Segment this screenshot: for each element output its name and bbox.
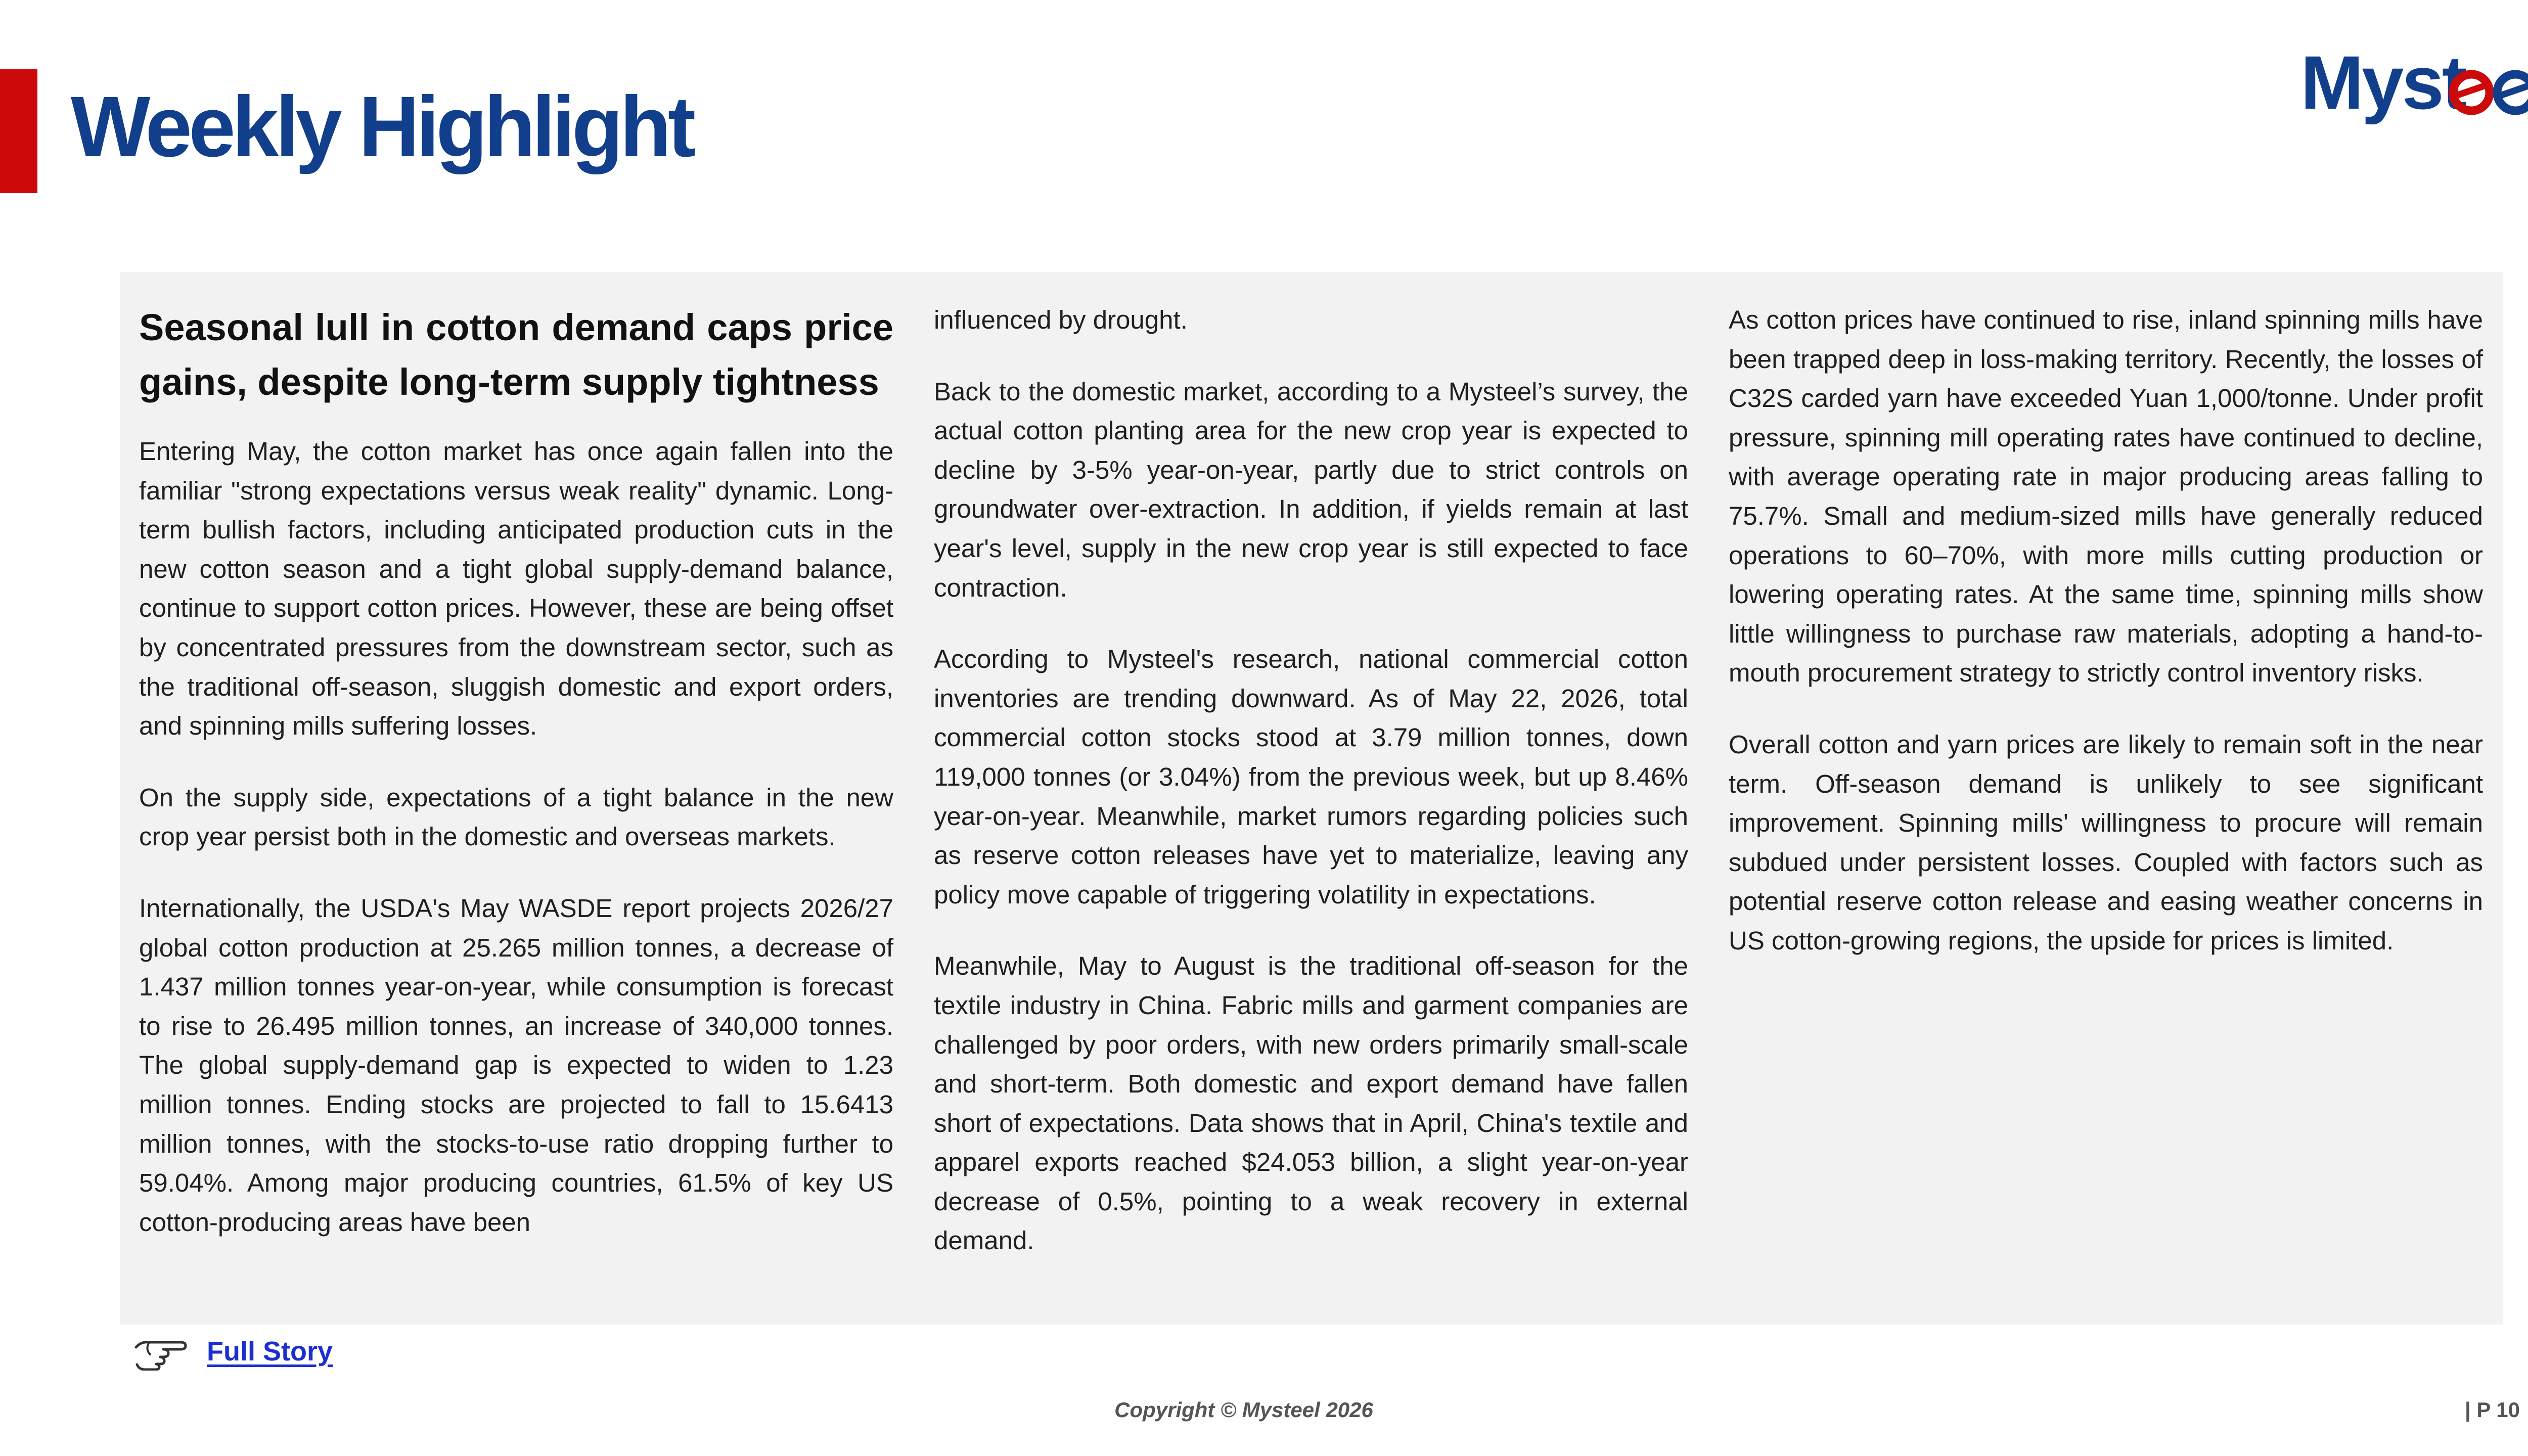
article-paragraph: influenced by drought. — [934, 305, 1188, 334]
full-story-link[interactable]: Full Story — [207, 1336, 333, 1367]
page-number: | P 10 — [2464, 1398, 2520, 1422]
article-paragraph: Entering May, the cotton market has once again fallen into the familiar "strong expectations versus weak reality" dynamic. Long-term bullish factors, including anticipated production cuts in the new cotton season and a tight global supply-demand balance, continue to support cotton prices. However, these are being offset by concentrated pressures from the downstream sector, such as the traditional off-season, sluggish domestic and export orders, and spinning mills suffering losses. — [139, 437, 893, 741]
article-column-2 — [934, 300, 1688, 1293]
article-paragraph: Internationally, the USDA's May WASDE report projects 2026/27 global cotton production at 25.265 million tonnes, a decrease of 1.437 million tonnes year-on-year, while consumption is forecast to rise to 26.495 million tonnes, an increase of 340,000 tonnes. The global supply-demand gap is expected to widen to 1.23 million tonnes. Ending stocks are projected to fall to 15.6413 million tonnes, with the stocks-to-use ratio dropping further to 59.04%. Among major producing countries, 61.5% of key US cotton-producing areas have been — [139, 893, 893, 1237]
article-paragraph: Overall cotton and yarn prices are likely to remain soft in the near term. Off-season demand is unlikely to see significant improvement. Spinning mills' willingness to procure will remain subdued under persistent losses. Coupled with factors such as potential reserve cotton release and easing weather concerns in US cotton-growing regions, the upside for prices is limited. — [1729, 730, 2483, 955]
article-paragraph: Back to the domestic market, according to a Mysteel’s survey, the actual cotton planting area for the new crop year is expected to decline by 3-5% year-on-year, partly due to strict controls on groundwater over-extraction. In addition, if yields remain at last year's level, supply in the new crop year is still expected to face contraction. — [934, 377, 1688, 602]
article-paragraph: Meanwhile, May to August is the traditional off-season for the textile industry in China. Fabric mills and garment companies are challenged by poor orders, with new orders primarily small-scale and short-term. Both domestic and export demand have fallen short of expectations. Data shows that in April, China's textile and apparel exports reached $24.053 billion, a slight year-on-year decrease of 0.5%, pointing to a weak recovery in external demand. — [934, 951, 1688, 1255]
article-paragraph: According to Mysteel's research, national commercial cotton inventories are trending downward. As of May 22, 2026, total commercial cotton stocks stood at 3.79 million tonnes, down 119,000 tonnes (or 3.04%) from the previous week, but up 8.46% year-on-year. Meanwhile, market rumors regarding policies such as reserve cotton releases have yet to materialize, leaving any policy move capable of triggering volatility in expectations. — [934, 645, 1688, 909]
article-headline: Seasonal lull in cotton demand caps price gains, despite long-term supply tightness — [139, 306, 893, 403]
page-title: Weekly Highlight — [71, 79, 693, 175]
article-column-3 — [1729, 300, 2483, 993]
logo-blue-e-bar — [2499, 84, 2528, 96]
mysteel-logo — [2300, 40, 2528, 129]
full-story-row — [134, 1329, 333, 1374]
copyright-text: Copyright © Mysteel 2026 — [1114, 1398, 1373, 1422]
article-panel — [120, 272, 2503, 1325]
article-column-1 — [139, 300, 893, 1274]
title-accent-bar — [0, 69, 37, 193]
article-paragraph: As cotton prices have continued to rise, inland spinning mills have been trapped deep in loss-making territory. Recently, the losses of C32S carded yarn have exceeded Yuan 1,000/tonne. Under profit pressure, spinning mill operating rates have continued to decline, with average operating rate in major producing areas falling to 75.7%. Small and medium-sized mills have generally reduced operations to 60–70%, with more mills cutting production or lowering operating rates. At the same time, spinning mills show little willingness to purchase raw materials, adopting a hand-to-mouth procurement strategy to strictly control inventory risks. — [1729, 305, 2483, 688]
logo-wordmark-blue: Myst — [2300, 40, 2465, 125]
pointing-hand-icon — [134, 1332, 189, 1371]
article-paragraph: On the supply side, expectations of a tight balance in the new crop year persist both in the domestic and overseas markets. — [139, 783, 893, 851]
mysteel-logo-graphic — [2300, 40, 2528, 129]
